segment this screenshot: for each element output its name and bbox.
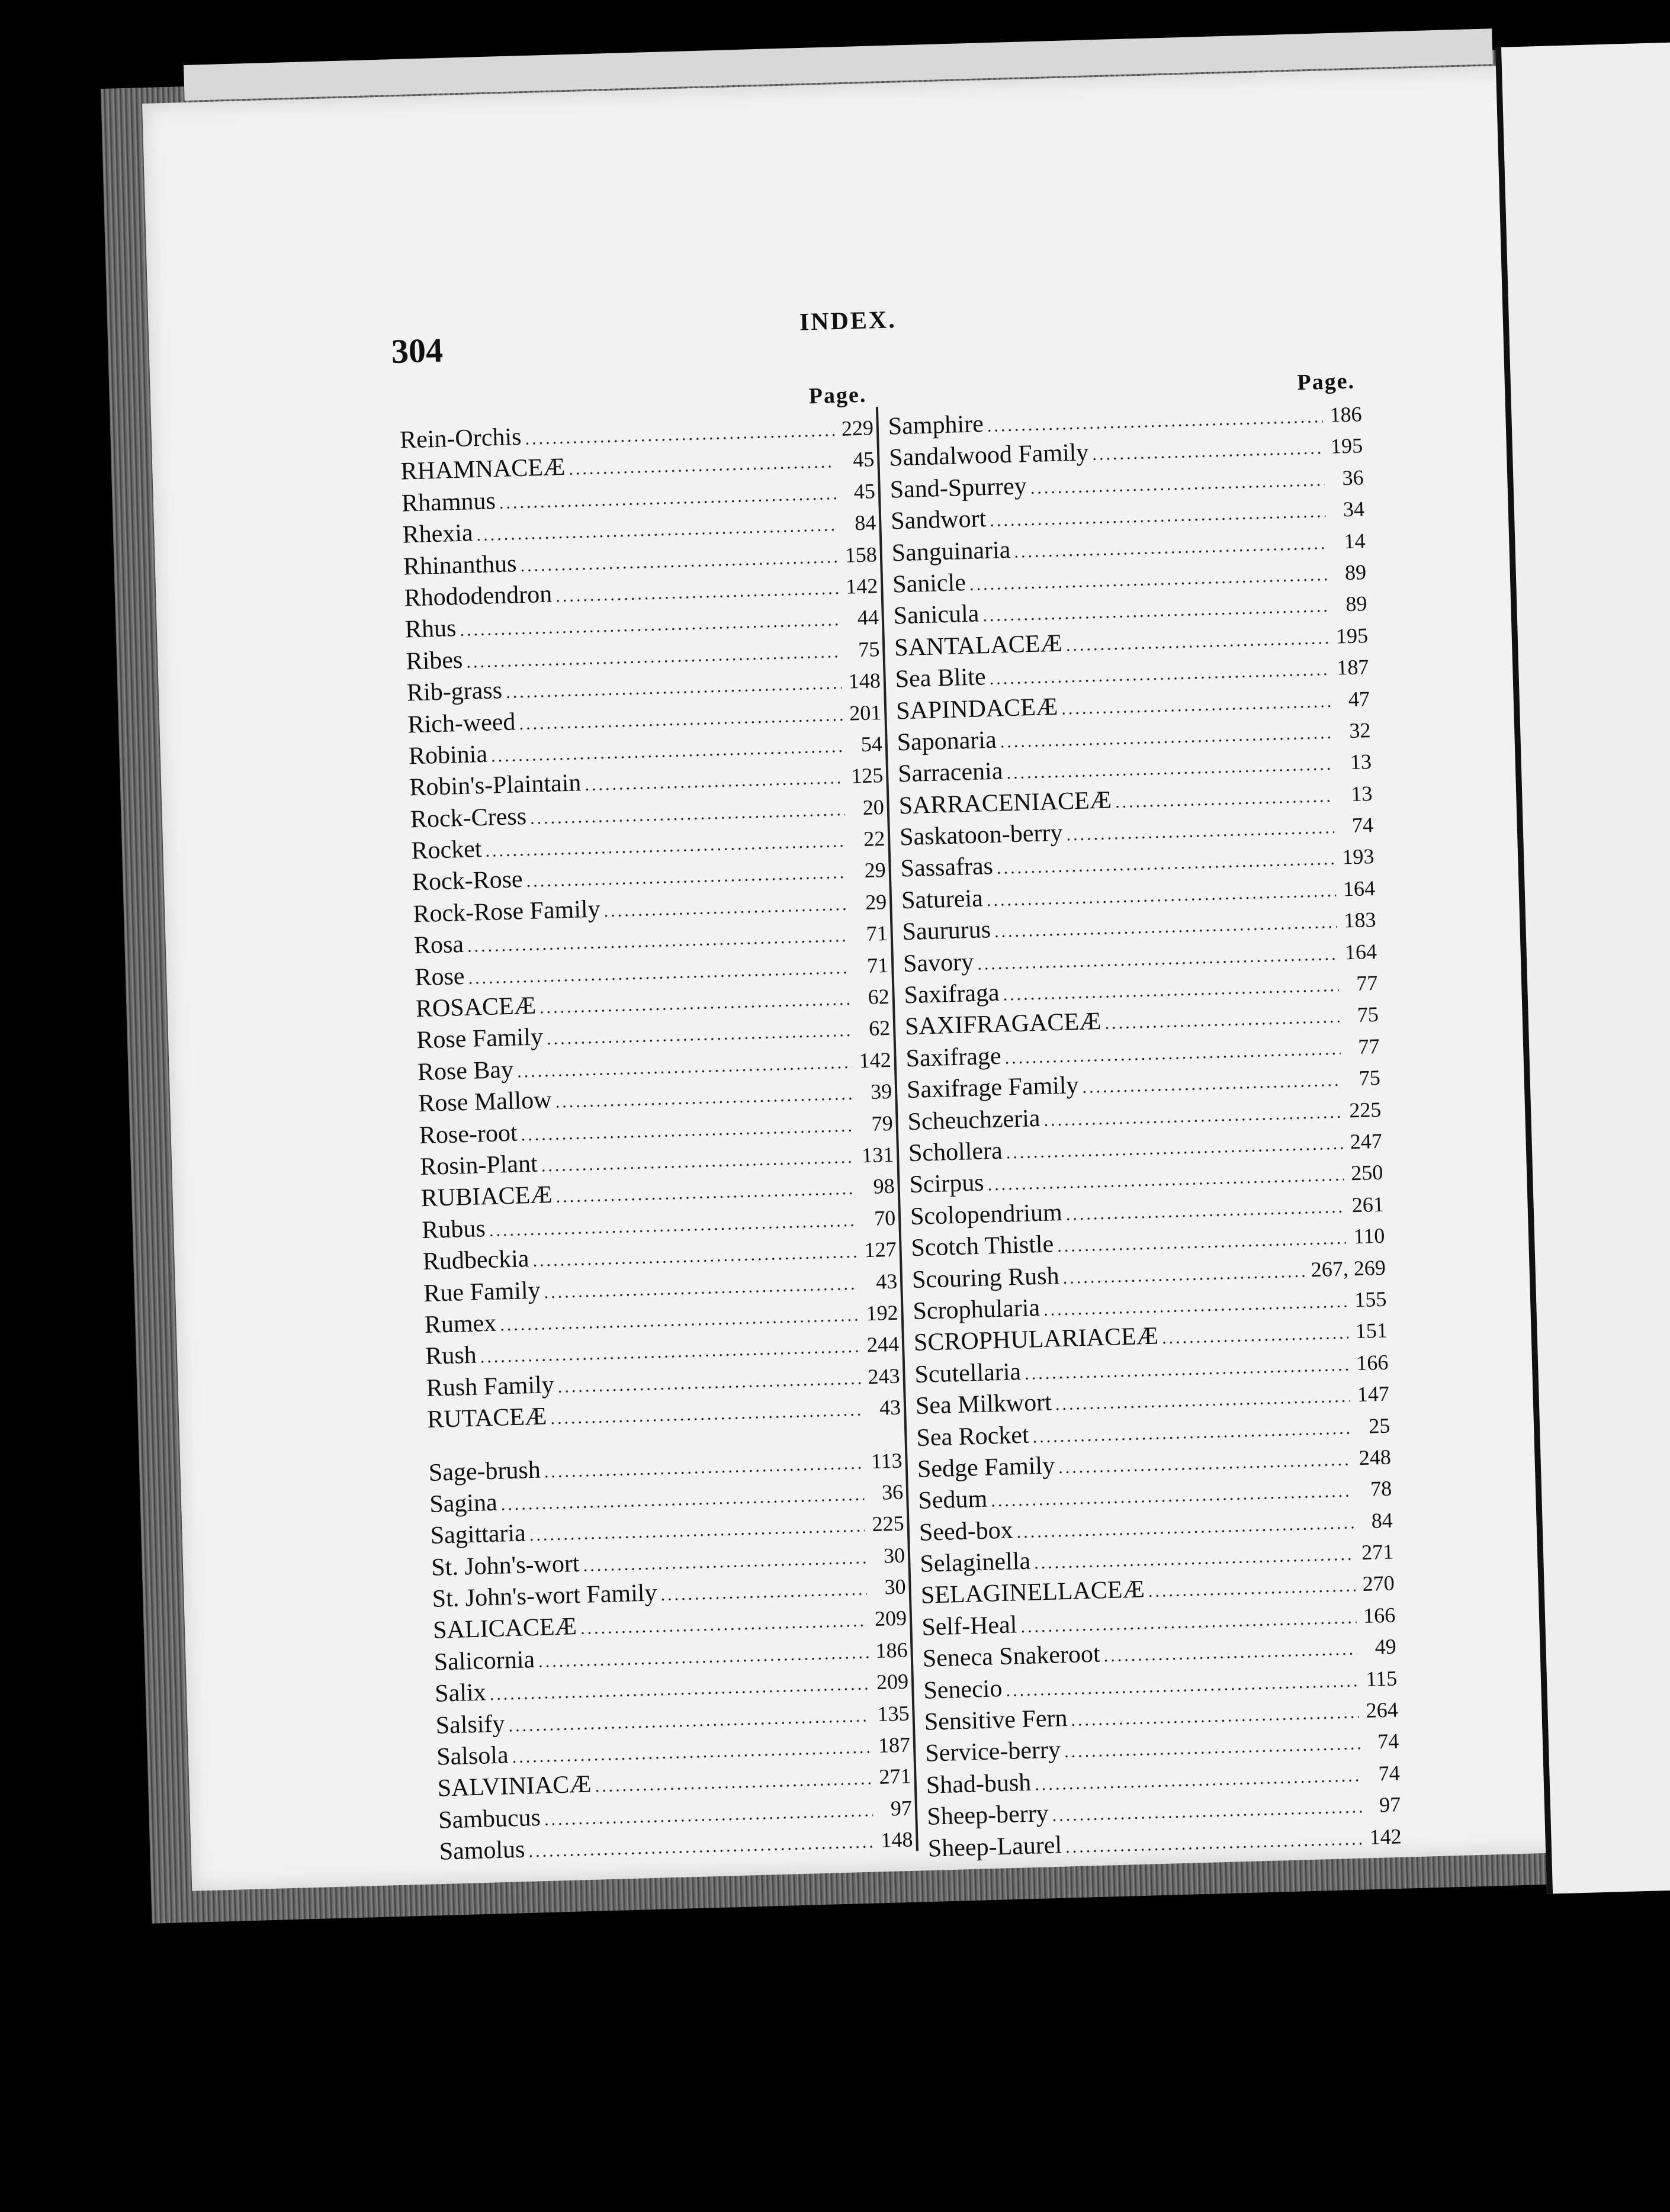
index-entry-page: 229 — [841, 416, 874, 441]
index-entry-name: Sanicle — [892, 569, 966, 599]
index-entry-page: 79 — [871, 1111, 894, 1136]
index-entry-page: 135 — [876, 1701, 910, 1726]
index-entry-name: Rock-Rose — [412, 866, 524, 896]
index-entry-name: Samolus — [439, 1835, 526, 1866]
index-entry-page: 74 — [1377, 1729, 1399, 1754]
index-entry-page: 14 — [1343, 528, 1366, 553]
page-number: 304 — [391, 330, 444, 371]
index-entry-name: ROSACEÆ — [415, 992, 537, 1023]
index-entry-name: Sheep-berry — [926, 1800, 1049, 1831]
index-entry-name: Saskatoon-berry — [899, 819, 1063, 851]
left-entries-r — [399, 411, 901, 1436]
index-entry-page: 244 — [866, 1332, 900, 1357]
index-entry-page: 183 — [1343, 908, 1376, 933]
index-entry-name: Rose — [414, 962, 465, 991]
index-entry-name: Rose-root — [419, 1119, 518, 1149]
index-entry-page: 209 — [876, 1669, 909, 1695]
index-entry-page: 115 — [1365, 1666, 1398, 1691]
index-entry-name: Savory — [903, 948, 974, 978]
index-entry-name: Rhexia — [402, 519, 474, 549]
index-entry-page: 209 — [874, 1606, 907, 1631]
index-entry-name: Rush — [425, 1341, 477, 1371]
index-entry-page: 192 — [866, 1300, 899, 1326]
index-entry-name: Sedum — [917, 1485, 988, 1515]
index-entry-name: Rose Bay — [417, 1056, 514, 1086]
index-entry-page: 74 — [1351, 813, 1374, 838]
index-entry-page: 142 — [845, 574, 878, 599]
index-entry-name: Satureia — [901, 885, 984, 915]
index-entry-name: Salix — [434, 1679, 487, 1708]
index-entry-page: 84 — [1371, 1508, 1393, 1533]
index-entry-name: Sanguinaria — [891, 536, 1011, 567]
index-entry-page: 30 — [883, 1543, 905, 1568]
index-entry-name: Saxifrage — [905, 1042, 1002, 1073]
index-entry-name: Salsola — [436, 1741, 509, 1771]
index-entry-page: 45 — [853, 479, 876, 504]
index-entry-name: Ribes — [405, 646, 463, 676]
index-entry-page: 29 — [864, 858, 887, 883]
index-entry-page: 49 — [1374, 1634, 1397, 1659]
index-entry-page: 142 — [859, 1047, 892, 1073]
index-entry-page: 225 — [872, 1511, 905, 1536]
index-entry-page: 158 — [844, 542, 878, 567]
index-entry-name: Scolopendrium — [910, 1198, 1063, 1230]
index-entry-name: SELAGINELLACEÆ — [920, 1576, 1145, 1610]
index-entry-page: 89 — [1344, 560, 1367, 585]
index-entry-name: Rhus — [404, 615, 457, 644]
index-entry-page: 151 — [1355, 1319, 1388, 1343]
left-entries-s — [428, 1444, 913, 1868]
index-entry-page: 13 — [1350, 750, 1372, 774]
index-entry-name: SALVINIACÆ — [437, 1770, 592, 1803]
index-entry-page: 127 — [864, 1237, 897, 1262]
index-entry-page: 148 — [848, 668, 881, 693]
left-column-heading: Page. — [808, 382, 867, 409]
index-entry-name: Saururus — [902, 916, 991, 946]
index-entry-name: Rose Family — [416, 1023, 544, 1054]
index-entry-name: SANTALACEÆ — [894, 629, 1063, 662]
index-entry-page: 84 — [854, 510, 876, 535]
index-entry-name: SAXIFRAGACEÆ — [904, 1008, 1102, 1041]
index-entry-name: Samphire — [888, 410, 984, 441]
index-entry-page: 264 — [1366, 1697, 1399, 1722]
index-page-content — [391, 304, 1440, 1882]
index-entry-name: Rumex — [424, 1309, 497, 1339]
index-entry-name: Rein-Orchis — [399, 423, 522, 454]
index-entry-name: Scouring Rush — [911, 1262, 1060, 1294]
index-entry-page: 271 — [878, 1764, 912, 1789]
index-entry-page: 186 — [1329, 402, 1363, 427]
index-entry-page: 75 — [1359, 1066, 1381, 1091]
index-entry-name: Sand-Spurrey — [889, 472, 1027, 504]
right-column — [887, 364, 1402, 1864]
index-entry-page: 267, 269 — [1311, 1255, 1386, 1281]
index-entry-page: 34 — [1343, 497, 1365, 522]
index-entry-page: 44 — [857, 605, 879, 630]
index-entry-name: Sambucus — [438, 1803, 541, 1834]
index-entry-name: SCROPHULARIACEÆ — [913, 1322, 1159, 1357]
dot-leader — [1148, 1570, 1356, 1607]
index-entry-page: 71 — [866, 953, 889, 978]
index-entry-name: Rue Family — [423, 1277, 541, 1307]
index-entry-page: 195 — [1330, 433, 1363, 459]
index-entry-name: Service-berry — [924, 1736, 1061, 1768]
index-entry-page: 131 — [861, 1142, 894, 1168]
index-entry-page: 62 — [868, 1016, 891, 1041]
index-entry-name: RUTACEÆ — [426, 1403, 547, 1434]
index-entry-name: Rose Mallow — [418, 1086, 553, 1118]
index-entry-page: 261 — [1351, 1192, 1385, 1217]
index-entry-name: Shad-bush — [926, 1769, 1032, 1799]
index-entry-page: 36 — [1341, 465, 1364, 490]
index-entry-page: 78 — [1370, 1476, 1392, 1501]
index-entry-name: Sedge Family — [917, 1452, 1055, 1483]
index-entry-name: Sagittaria — [430, 1519, 526, 1550]
index-entry-page: 164 — [1343, 876, 1376, 901]
index-entry-name: Scutellaria — [914, 1358, 1022, 1388]
index-entry-page: 54 — [860, 732, 883, 757]
index-entry-name: Rosa — [413, 931, 464, 960]
index-entry-page: 193 — [1341, 844, 1374, 869]
left-column — [399, 377, 913, 1868]
index-entry-page: 97 — [1379, 1792, 1401, 1817]
index-entry-page: 22 — [863, 827, 885, 851]
index-entry-name: Saxifrage Family — [906, 1072, 1080, 1104]
index-entry-name: Sea Milkwort — [915, 1388, 1052, 1420]
index-entry-name: RHAMNACEÆ — [400, 454, 566, 486]
index-entry-name: SALICACEÆ — [432, 1613, 577, 1645]
index-entry-name: Scrophularia — [912, 1294, 1040, 1325]
index-entry-name: Sea Blite — [895, 663, 987, 693]
index-entry-name: Saponaria — [897, 726, 997, 757]
index-entry-page: 201 — [849, 700, 882, 725]
index-entry-name: Sassafras — [900, 853, 994, 883]
index-entry-name: Salsify — [435, 1710, 506, 1740]
index-entry-name: Sandwort — [890, 505, 987, 535]
index-entry-name: Rubus — [421, 1214, 486, 1244]
index-entry-name: Rudbeckia — [422, 1245, 530, 1276]
index-entry-name: Seed-box — [918, 1516, 1014, 1547]
index-entry-name: Scotch Thistle — [910, 1230, 1054, 1262]
right-column-heading: Page. — [1296, 368, 1356, 396]
index-entry-page: 187 — [878, 1732, 911, 1757]
index-entry-name: St. John's-wort Family — [432, 1579, 658, 1613]
index-entry-page: 164 — [1344, 939, 1377, 964]
index-entry-page: 166 — [1356, 1350, 1389, 1375]
index-entry-page: 186 — [875, 1638, 908, 1663]
index-entry-name: Rhamnus — [401, 487, 496, 517]
index-entry-page: 36 — [881, 1480, 904, 1504]
index-entry-name: SAPINDACEÆ — [895, 693, 1058, 725]
right-entries — [888, 398, 1402, 1864]
index-entry-name: Saxifraga — [904, 979, 1000, 1009]
index-entry-page: 147 — [1357, 1381, 1390, 1407]
index-entry-page: 148 — [880, 1827, 914, 1853]
index-entry-name: Rhinanthus — [403, 549, 518, 581]
index-entry-name: Sanicula — [893, 600, 979, 630]
index-entry-name: Schollera — [908, 1137, 1003, 1168]
index-entry-page: 195 — [1335, 623, 1369, 648]
index-entry-name: Rhododendron — [403, 580, 553, 612]
index-entry-name: Salicornia — [433, 1645, 535, 1676]
index-entry-name: Robinia — [408, 740, 488, 770]
index-entry-page: 75 — [1357, 1002, 1379, 1027]
index-entry-name: Selaginella — [919, 1547, 1031, 1578]
index-entry-page: 32 — [1348, 718, 1371, 742]
index-entry-name: Rocket — [410, 835, 483, 865]
index-entry-name: Sandalwood Family — [888, 439, 1089, 472]
index-entry-name: Robin's-Plaintain — [409, 769, 582, 802]
dot-leader — [660, 1573, 868, 1610]
index-entry-page: 247 — [1350, 1128, 1383, 1154]
index-entry-page: 125 — [850, 763, 884, 788]
index-entry-page: 20 — [862, 795, 885, 819]
index-entry-page: 74 — [1378, 1761, 1401, 1786]
index-entry-name: St. John's-wort — [431, 1549, 580, 1581]
index-entry-page: 75 — [858, 636, 880, 661]
index-entry-name: Scirpus — [908, 1169, 985, 1199]
index-entry-page: 113 — [871, 1448, 903, 1473]
index-entry-page: 97 — [890, 1796, 913, 1821]
index-entry-name: Rush Family — [426, 1371, 555, 1402]
index-entry-name: Rock-Cress — [410, 802, 527, 834]
index-entry-page: 270 — [1362, 1571, 1395, 1596]
index-entry-page: 39 — [870, 1079, 892, 1104]
index-entry-name: Sea Rocket — [916, 1421, 1030, 1452]
index-entry-page: 77 — [1357, 1034, 1380, 1059]
index-entry-page: 43 — [875, 1269, 898, 1294]
index-entry-page: 155 — [1354, 1287, 1387, 1312]
index-entry-name: RUBIACEÆ — [420, 1181, 553, 1213]
index-entry-page: 89 — [1345, 591, 1368, 616]
dot-leader — [1161, 1317, 1348, 1354]
index-entry-page: 187 — [1336, 655, 1370, 680]
index-entry-page: 62 — [868, 984, 890, 1009]
index-entry-name: Scheuchzeria — [907, 1104, 1041, 1136]
index-entry-page: 29 — [865, 889, 887, 914]
index-entry-page: 248 — [1359, 1445, 1392, 1470]
index-entry-name: Rib-grass — [406, 677, 503, 707]
index-entry-page: 250 — [1350, 1160, 1383, 1185]
index-entry-page: 110 — [1353, 1223, 1385, 1249]
index-entry-name: Self-Heal — [921, 1611, 1017, 1641]
index-entry-page: 98 — [873, 1174, 895, 1199]
index-entry-name: Rock-Rose Family — [412, 895, 601, 928]
index-entry-page: 30 — [884, 1574, 907, 1599]
index-entry-name: Seneca Snakeroot — [922, 1640, 1101, 1673]
running-head: INDEX. — [799, 306, 897, 336]
index-entry-name: Sheep-Laurel — [927, 1831, 1062, 1863]
index-entry-page: 225 — [1348, 1097, 1382, 1122]
index-entry-page: 25 — [1368, 1413, 1390, 1438]
index-entry-page: 71 — [866, 921, 888, 946]
index-entry-name: Rosin-Plant — [419, 1150, 538, 1181]
index-entry-name: Sarracenia — [897, 757, 1004, 788]
index-entry-page: 45 — [852, 447, 875, 472]
index-entry-name: Senecio — [923, 1674, 1003, 1705]
index-entry-name: Sagina — [429, 1488, 498, 1518]
index-entry-name: Sensitive Fern — [924, 1705, 1068, 1736]
index-entry-page: 271 — [1361, 1539, 1394, 1565]
index-entry-page: 77 — [1356, 970, 1378, 995]
index-entry-name: Rich-weed — [407, 708, 516, 738]
index-entry-page: 13 — [1350, 781, 1373, 806]
index-entry-page: 166 — [1363, 1603, 1396, 1628]
index-entry-name: Sage-brush — [428, 1456, 541, 1487]
index-entry-page: 142 — [1369, 1824, 1402, 1849]
index-entry-page: 43 — [879, 1395, 901, 1420]
index-entry-page: 243 — [868, 1364, 901, 1388]
index-entry-page: 70 — [873, 1205, 896, 1230]
index-entry-name: SARRACENIACEÆ — [898, 786, 1112, 820]
index-entry-page: 47 — [1348, 686, 1370, 711]
